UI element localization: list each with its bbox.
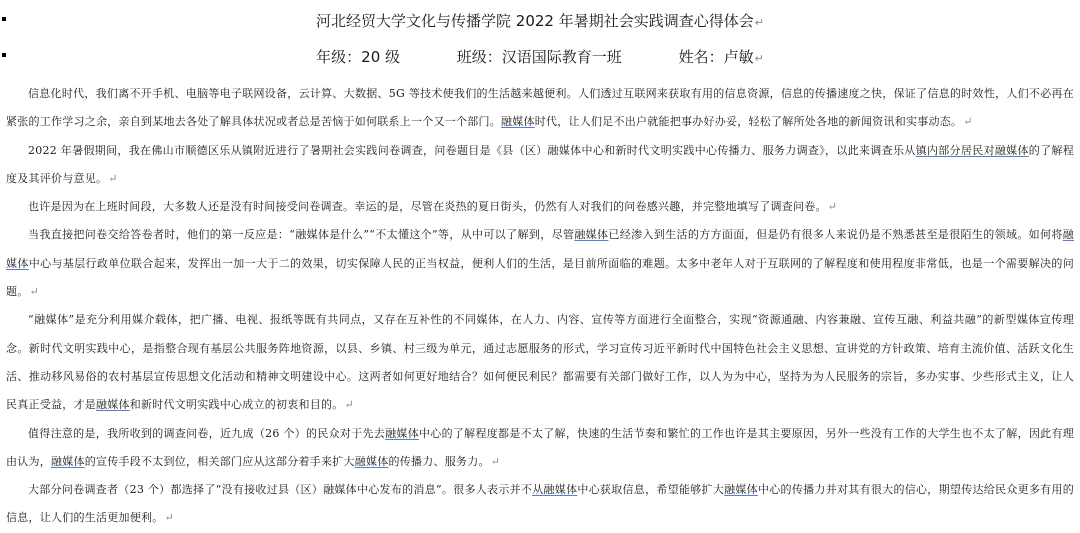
spellcheck-underlined-term: 融媒体 bbox=[724, 483, 758, 497]
body-paragraph bbox=[6, 137, 1074, 194]
body-paragraph bbox=[6, 221, 1074, 306]
paragraph-text: 的宣传手段不太到位，相关部门应从这部分着手来扩大 bbox=[84, 454, 355, 468]
class-label: 班级：汉语国际教育一班 bbox=[456, 48, 622, 66]
body-paragraph bbox=[6, 80, 1074, 137]
paragraph-text: “融媒体”是充分利用媒介载体，把广播、电视、报纸等既有共同点，又存在互补性的不同媒体，在人力、内容、宣传等方面进行全面整合，实现“资源通融、内容兼融、宣传互融、利益共融”的新型媒体宣传理念。新时代文明实践中心，是指整合现有基层公共服务阵地资源，以县、乡镇、村三级为单元，通过志愿服务的形式，学习宣传习近平新时代中国特色社会主义思想、宣讲党的方针政策、培育主流价值、活跃文化生活、推动移风易俗的农村基层宣传思想文化活动和精神文明建设中心。这两者如何更好地结合？如何便民利民？都需要有关部门做好工作，以人为为中心，坚持为为人民服务的宗旨，多办实事、少些形式主义，让人民真正受益，才是 bbox=[6, 313, 1074, 412]
paragraph-text: 时代，让人们足不出户就能把事办好办妥，轻松了解所处各地的新闻资讯和实事动态。 bbox=[534, 115, 963, 129]
paragraph-text: 也许是因为在上班时间段，大多数人还是没有时间接受问卷调查。幸运的是，尽管在炎热的夏日街头，仍然有人对我们的问卷感兴趣，并完整地填写了调查问卷。 bbox=[28, 200, 827, 214]
spellcheck-underlined-term: 融媒体 bbox=[96, 398, 130, 412]
spellcheck-underlined-term: 融媒体 bbox=[574, 228, 609, 242]
paragraph-mark-icon: ↵ bbox=[108, 171, 118, 185]
paragraph-text: 大部分问卷调查者（23 个）都选择了“没有接收过县（区）融媒体中心发布的消息”。很多人表示并不 bbox=[28, 483, 533, 497]
paragraph-mark-icon: ↵ bbox=[754, 16, 764, 29]
paragraph-mark-icon: ↵ bbox=[963, 115, 973, 129]
paragraph-mark-icon: ↵ bbox=[344, 398, 354, 412]
paragraph-text: 值得注意的是，我所收到的调查问卷，近九成（26 个）的民众对于先去 bbox=[28, 426, 386, 440]
document-title bbox=[0, 10, 1080, 34]
spellcheck-underlined-term: 融媒体 bbox=[6, 228, 1075, 270]
body-paragraph bbox=[6, 306, 1074, 419]
paragraph-mark-icon: ↵ bbox=[490, 454, 501, 468]
body-paragraph bbox=[6, 193, 1074, 221]
paragraph-mark-icon: ↵ bbox=[164, 511, 174, 525]
paragraph-mark-icon: ↵ bbox=[29, 285, 39, 299]
document-body bbox=[6, 80, 1074, 533]
paragraph-text: 已经渗入到生活的方方面面，但是仍有很多人来说仍是不熟悉甚至是很陌生的领域。如何将 bbox=[608, 228, 1063, 242]
body-paragraph bbox=[6, 476, 1074, 533]
spellcheck-underlined-term: 从融媒体 bbox=[532, 483, 578, 497]
name-label: 姓名：卢敏↵ bbox=[678, 48, 764, 66]
paragraph-text: 中心获取信息，希望能够扩大 bbox=[577, 483, 725, 497]
student-info-line bbox=[0, 46, 1080, 70]
paragraph-mark-icon: ↵ bbox=[827, 200, 838, 214]
body-paragraph bbox=[6, 420, 1074, 477]
paragraph-text: 2022 年暑假期间，我在佛山市顺德区乐从镇附近进行了暑期社会实践问卷调查，问卷题目是《县（区）融媒体中心和新时代文明实践中心传播力、服务力调查》，以此来调查乐从 bbox=[28, 143, 916, 157]
paragraph-text: 当我直接把问卷交给答卷者时，他们的第一反应是：“融媒体是什么”“不太懂这个”等，从中可以了解到，尽管 bbox=[28, 228, 575, 242]
paragraph-text: 信息化时代，我们离不开手机、电脑等电子联网设备，云计算、大数据、5G 等技术使我们的生活越来越便利。人们透过互联网来获取有用的信息资源，信息的传播速度之快，保证了信息的时效性，人们不必再在紧张的工作学习之余，亲自到某地去各处了解具体状况或者总是苦恼于如何联系上一个又一个部门。 bbox=[6, 87, 1074, 129]
spellcheck-underlined-term: 融媒体 bbox=[354, 454, 389, 468]
document-title-text: 河北经贸大学文化与传播学院 2022 年暑期社会实践调查心得体会 bbox=[316, 12, 754, 30]
spellcheck-underlined-term: 镇内部分居民对融媒体 bbox=[915, 143, 1029, 157]
grade-label: 年级：20 级 bbox=[316, 48, 401, 66]
spellcheck-underlined-term: 融媒体 bbox=[385, 426, 419, 440]
paragraph-text: 的传播力、服务力。 bbox=[388, 454, 490, 468]
paragraph-mark-icon: ↵ bbox=[754, 52, 764, 65]
paragraph-text: 中心的传播力并对其有很大的信心，期望传达给民众更多有用的信息，让人们的生活更加便利。 bbox=[6, 483, 1075, 525]
paragraph-text: 和新时代文明实践中心成立的初衷和目的。 bbox=[129, 398, 344, 412]
paragraph-text: 中心与基层行政单位联合起来，发挥出一加一大于二的效果，切实保障人民的正当权益，便利人们的生活，是目前所面临的难题。太多中老年人对于互联网的了解程度和使用程度非常低，也是一个需要解决的问题。 bbox=[6, 256, 1075, 299]
spellcheck-underlined-term: 融媒体 bbox=[501, 115, 535, 129]
paragraph-text: 中心的了解程度都是不太了解，快速的生活节奏和繁忙的工作也许是其主要原因，另外一些没有工作的大学生也不太了解，因此有理由认为， bbox=[6, 426, 1075, 468]
spellcheck-underlined-term: 融媒体 bbox=[51, 454, 85, 468]
paragraph-text: 的了解程度及其评价与意见。 bbox=[6, 143, 1075, 185]
